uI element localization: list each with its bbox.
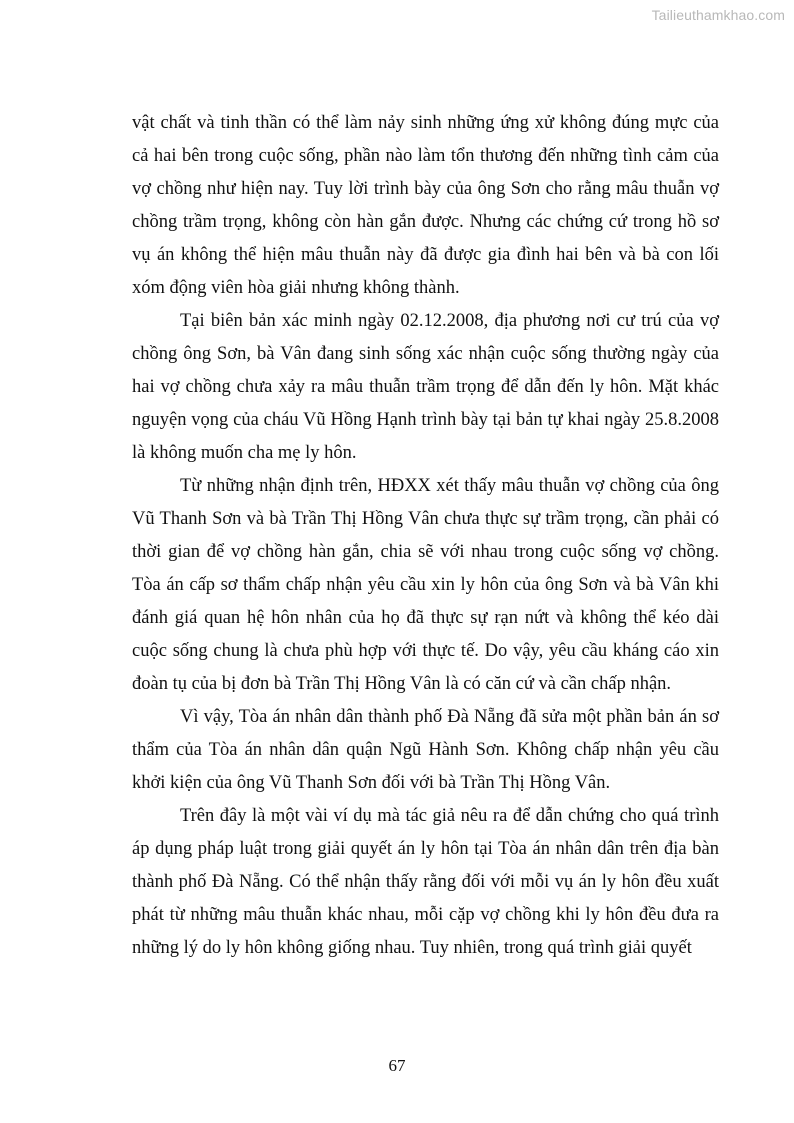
paragraph-5: Trên đây là một vài ví dụ mà tác giả nêu ra để dẫn chứng cho quá trình áp dụng pháp luật trong giải quyết án ly hôn tại Tòa án nhân dân trên địa bàn thành phố Đà Nẵng. Có thể nhận thấy rằng đối với mỗi vụ án ly hôn đều xuất phát từ những mâu thuẫn khác nhau, mỗi cặp vợ chồng khi ly hôn đều đưa ra những lý do ly hôn không giống nhau. Tuy nhiên, trong quá trình giải quyết <box>132 806 719 958</box>
document-body <box>132 107 719 965</box>
watermark-text: Tailieuthamkhao.com <box>651 7 785 23</box>
paragraph-2: Tại biên bản xác minh ngày 02.12.2008, địa phương nơi cư trú của vợ chồng ông Sơn, bà Vân đang sinh sống xác nhận cuộc sống thường ngày của hai vợ chồng chưa xảy ra mâu thuẫn trầm trọng để dẫn đến ly hôn. Mặt khác nguyện vọng của cháu Vũ Hồng Hạnh trình bày tại bản tự khai ngày 25.8.2008 là không muốn cha mẹ ly hôn. <box>132 311 719 463</box>
paragraph-3: Từ những nhận định trên, HĐXX xét thấy mâu thuẫn vợ chồng của ông Vũ Thanh Sơn và bà Trần Thị Hồng Vân chưa thực sự trầm trọng, cần phải có thời gian để vợ chồng hàn gắn, chia sẽ với nhau trong cuộc sống vợ chồng. Tòa án cấp sơ thẩm chấp nhận yêu cầu xin ly hôn của ông Sơn và bà Vân khi đánh giá quan hệ hôn nhân của họ đã thực sự rạn nứt và không thể kéo dài cuộc sống chung là chưa phù hợp với thực tế. Do vậy, yêu cầu kháng cáo xin đoàn tụ của bị đơn bà Trần Thị Hồng Vân là có căn cứ và cần chấp nhận. <box>132 476 719 694</box>
paragraph-4: Vì vậy, Tòa án nhân dân thành phố Đà Nẵng đã sửa một phần bản án sơ thẩm của Tòa án nhân dân quận Ngũ Hành Sơn. Không chấp nhận yêu cầu khởi kiện của ông Vũ Thanh Sơn đối với bà Trần Thị Hồng Vân. <box>132 707 719 793</box>
page-number: 67 <box>388 1056 406 1075</box>
paragraph-1: vật chất và tinh thần có thể làm nảy sinh những ứng xử không đúng mực của cả hai bên trong cuộc sống, phần nào làm tổn thương đến những tình cảm của vợ chồng như hiện nay. Tuy lời trình bày của ông Sơn cho rằng mâu thuẫn vợ chồng trầm trọng, không còn hàn gắn được. Nhưng các chứng cứ trong hồ sơ vụ án không thể hiện mâu thuẫn này đã được gia đình hai bên và bà con lối xóm động viên hòa giải nhưng không thành. <box>132 113 719 298</box>
